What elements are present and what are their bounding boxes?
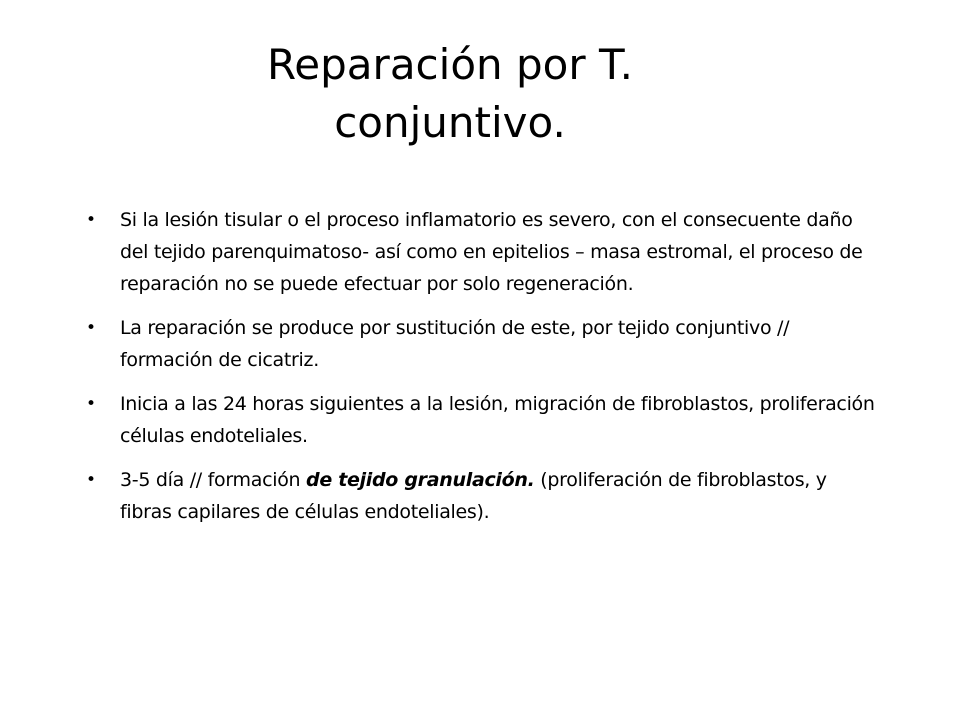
bullet-icon: • [86,210,96,230]
bullet-icon: • [86,394,96,414]
bullet-item [86,388,876,452]
title-line-1: Reparación por T. [267,40,633,89]
bullet-list [86,204,876,540]
bullet-item [86,464,876,528]
slide-title [200,36,700,152]
bullet-text: Inicia a las 24 horas siguientes a la lesión, migración de fibroblastos, proliferación células endoteliales. [120,393,875,447]
bullet-emphasis: de tejido granulación. [306,469,535,491]
bullet-icon: • [86,470,96,490]
title-line-2: conjuntivo. [334,98,566,147]
bullet-item [86,312,876,376]
bullet-text [120,464,876,528]
bullet-icon: • [86,318,96,338]
bullet-text: Si la lesión tisular o el proceso inflamatorio es severo, con el consecuente daño del tejido parenquimatoso- así como en epitelios – masa estromal, el proceso de reparación no se puede efectuar por solo regeneración. [120,209,863,295]
bullet-text: La reparación se produce por sustitución de este, por tejido conjuntivo // formación de cicatriz. [120,317,790,371]
bullet-text-after: (proliferación de fibroblastos, y fibras capilares de células endoteliales). [120,469,827,523]
bullet-text-before: 3-5 día // formación [120,469,307,491]
bullet-item [86,204,876,300]
